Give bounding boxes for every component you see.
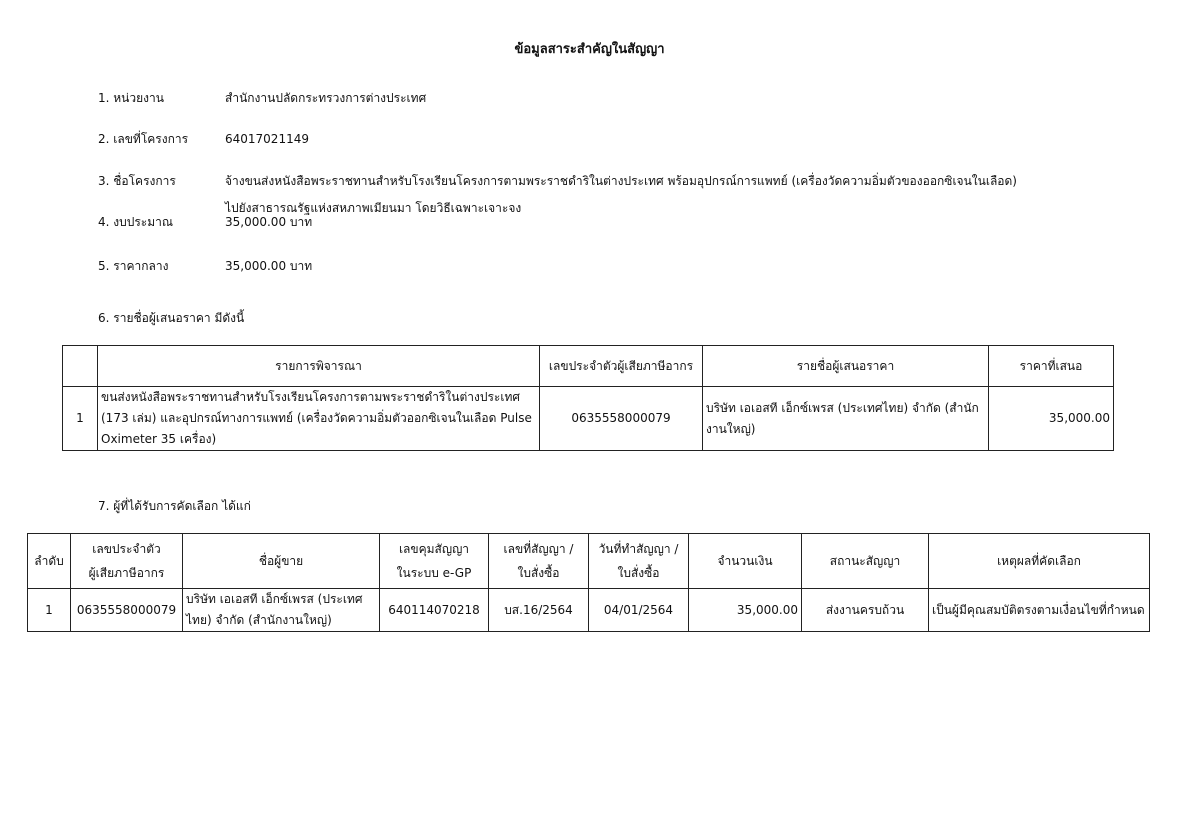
header-cell: เลขประจำตัวผู้เสียภาษีอากร — [540, 346, 703, 387]
vendor-name — [183, 589, 380, 632]
info-label: 2. เลขที่โครงการ — [98, 132, 189, 146]
selected-header-row — [28, 534, 1150, 589]
bidder-line: งานใหญ่) — [706, 421, 756, 436]
bidder-name — [703, 387, 989, 451]
info-label: 5. ราคากลาง — [98, 259, 169, 273]
offered-price: 35,000.00 — [989, 387, 1114, 451]
info-value: 35,000.00 บาท — [225, 215, 313, 229]
section-7-heading: 7. ผู้ที่ได้รับการคัดเลือก ได้แก่ — [98, 499, 251, 513]
item-description — [98, 387, 540, 451]
header-text: ลำดับ — [34, 554, 64, 568]
header-cell — [689, 534, 802, 589]
info-value: 64017021149 — [225, 132, 309, 146]
header-text: เลขคุมสัญญา — [398, 542, 470, 556]
selected-vendor-table — [27, 533, 1150, 632]
header-text: วันที่ทำสัญญา / — [598, 542, 679, 556]
section-6-heading: 6. รายชื่อผู้เสนอราคา มีดังนี้ — [98, 311, 245, 325]
header-text: ใบสั่งซื้อ — [517, 566, 560, 580]
info-value: สำนักงานปลัดกระทรวงการต่างประเทศ — [225, 91, 427, 105]
vendor-line: บริษัท เอเอสที เอ็กซ์เพรส (ประเทศ — [186, 592, 363, 606]
selection-reason: เป็นผู้มีคุณสมบัติตรงตามเงื่อนไขที่กำหนด — [929, 589, 1150, 632]
contract-number: บส.16/2564 — [489, 589, 589, 632]
header-cell: รายการพิจารณา — [98, 346, 540, 387]
header-cell — [929, 534, 1150, 589]
item-line: Oximeter 35 เครื่อง) — [101, 432, 217, 446]
header-cell: ราคาที่เสนอ — [989, 346, 1114, 387]
bidders-header-row — [63, 346, 1114, 387]
bidder-line: บริษัท เอเอสที เอ็กซ์เพรส (ประเทศไทย) จำกัด (สำนัก — [706, 400, 979, 415]
table-row — [28, 589, 1150, 632]
header-text: ชื่อผู้ขาย — [258, 554, 304, 568]
header-text: เลขที่สัญญา / — [503, 542, 574, 556]
header-cell — [589, 534, 689, 589]
header-text: ใบสั่งซื้อ — [617, 566, 660, 580]
header-cell — [71, 534, 183, 589]
table-row — [63, 387, 1114, 451]
egp-number: 640114070218 — [380, 589, 489, 632]
row-number: 1 — [28, 589, 71, 632]
info-label: 3. ชื่อโครงการ — [98, 174, 176, 188]
header-cell — [802, 534, 929, 589]
header-text: จำนวนเงิน — [717, 554, 773, 568]
item-line: ขนส่งหนังสือพระราชทานสำหรับโรงเรียนโครงการตามพระราชดำริในต่างประเทศ — [101, 390, 521, 404]
header-text: เหตุผลที่คัดเลือก — [997, 554, 1081, 568]
header-cell — [380, 534, 489, 589]
info-value-line2: ไปยังสาธารณรัฐแห่งสหภาพเมียนมา โดยวิธีเฉพาะเจาะจง — [225, 201, 522, 215]
info-value: 35,000.00 บาท — [225, 259, 313, 273]
header-text: ผู้เสียภาษีอากร — [88, 566, 165, 580]
vendor-line: ไทย) จำกัด (สำนักงานใหญ่) — [186, 613, 332, 627]
info-label: 4. งบประมาณ — [98, 215, 174, 229]
contract-amount: 35,000.00 — [689, 589, 802, 632]
contract-date: 04/01/2564 — [589, 589, 689, 632]
header-cell — [183, 534, 380, 589]
header-cell — [28, 534, 71, 589]
header-text: ในระบบ e-GP — [396, 566, 472, 580]
info-value: จ้างขนส่งหนังสือพระราชทานสำหรับโรงเรียนโครงการตามพระราชดำริในต่างประเทศ พร้อมอุปกรณ์การแพทย์ (เครื่องวัดความอิ่มตัวของออกซิเจนในเลือด) — [225, 174, 1017, 188]
contract-status: ส่งงานครบถ้วน — [802, 589, 929, 632]
header-cell — [63, 346, 98, 387]
header-cell — [489, 534, 589, 589]
bidders-table — [62, 345, 1114, 451]
info-label: 1. หน่วยงาน — [98, 91, 164, 105]
header-text: เลขประจำตัว — [92, 542, 161, 556]
page-title: ข้อมูลสาระสำคัญในสัญญา — [514, 42, 665, 57]
item-line: (173 เล่ม) และอุปกรณ์ทางการแพทย์ (เครื่องวัดความอิ่มตัวออกซิเจนในเลือด Pulse — [101, 411, 532, 425]
header-text: สถานะสัญญา — [829, 554, 901, 568]
row-number: 1 — [63, 387, 98, 451]
tax-id: 0635558000079 — [540, 387, 703, 451]
tax-id: 0635558000079 — [71, 589, 183, 632]
header-cell: รายชื่อผู้เสนอราคา — [703, 346, 989, 387]
